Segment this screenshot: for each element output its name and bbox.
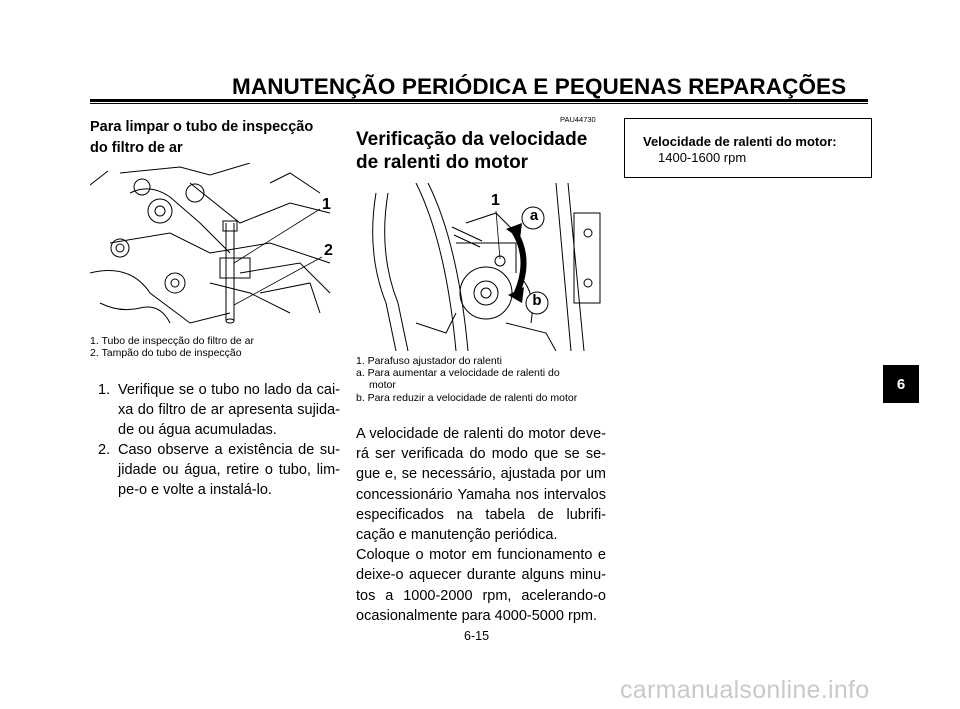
figure-callout-1: 1 [491, 192, 500, 209]
steps-list [98, 380, 340, 500]
spec-title: Velocidade de ralenti do motor: [643, 134, 837, 149]
figure-caption-b: b. Para reduzir a velocidade de ralenti do motor [356, 392, 578, 404]
page-number: 6-15 [464, 629, 490, 643]
document-code: PAU44730 [560, 115, 596, 124]
header-rule-thin [90, 103, 868, 104]
figure-callout-a: a [529, 207, 539, 224]
section-heading-air-filter: Para limpar o tubo de inspecção do filtro de ar [90, 119, 314, 156]
figure-callout-1: 1 [322, 196, 331, 213]
list-item [98, 440, 340, 500]
section-heading-idle-speed: Verificação da velocidade de ralenti do motor [356, 129, 588, 173]
page-header-title: MANUTENÇÃO PERIÓDICA E PEQUENAS REPARAÇÕES [232, 74, 847, 99]
header-rule-thick [90, 99, 868, 102]
step-number: 1. [98, 382, 111, 398]
chapter-tab: 6 [883, 365, 919, 403]
body-paragraph: Coloque o motor em funcionamento e deixe-o aquecer durante alguns minu-tos a 1000-2000 rpm, acelerando-o ocasionalmente para 4000-5000 rpm. [356, 547, 606, 624]
idle-speed-illustration [356, 183, 604, 351]
figure-caption-a-cont: motor [369, 379, 396, 391]
figure-callout-2: 2 [324, 242, 333, 259]
idle-speed-body [356, 424, 606, 626]
watermark: carmanualsonline.info [620, 676, 870, 704]
figure-caption-a: a. Para aumentar a velocidade de ralenti do [356, 367, 560, 379]
body-paragraph: A velocidade de ralenti do motor deve-rá ser verificada do modo que se se-gue e, se necessário, ajustada por um concessionário Yamaha nos intervalos especificados na tabela de lubrifi-cação e manutenção periódica. [356, 426, 606, 544]
air-filter-illustration [90, 163, 338, 331]
step-text: Verifique se o tubo no lado da cai-xa do filtro de ar apresenta sujida-de ou água acumuladas. [118, 382, 340, 438]
spec-value: 1400-1600 rpm [658, 150, 747, 165]
step-text: Caso observe a existência de su-jidade ou água, retire o tubo, lim-pe-o e volte a instalá-lo. [118, 442, 340, 498]
figure-callout-b: b [532, 292, 542, 309]
step-number: 2. [98, 442, 111, 458]
figure-caption-1: 1. Tubo de inspecção do filtro de ar [90, 335, 255, 347]
list-item [98, 380, 340, 440]
figure-caption-1: 1. Parafuso ajustador do ralenti [356, 355, 502, 367]
figure-caption-2: 2. Tampão do tubo de inspecção [90, 347, 242, 359]
